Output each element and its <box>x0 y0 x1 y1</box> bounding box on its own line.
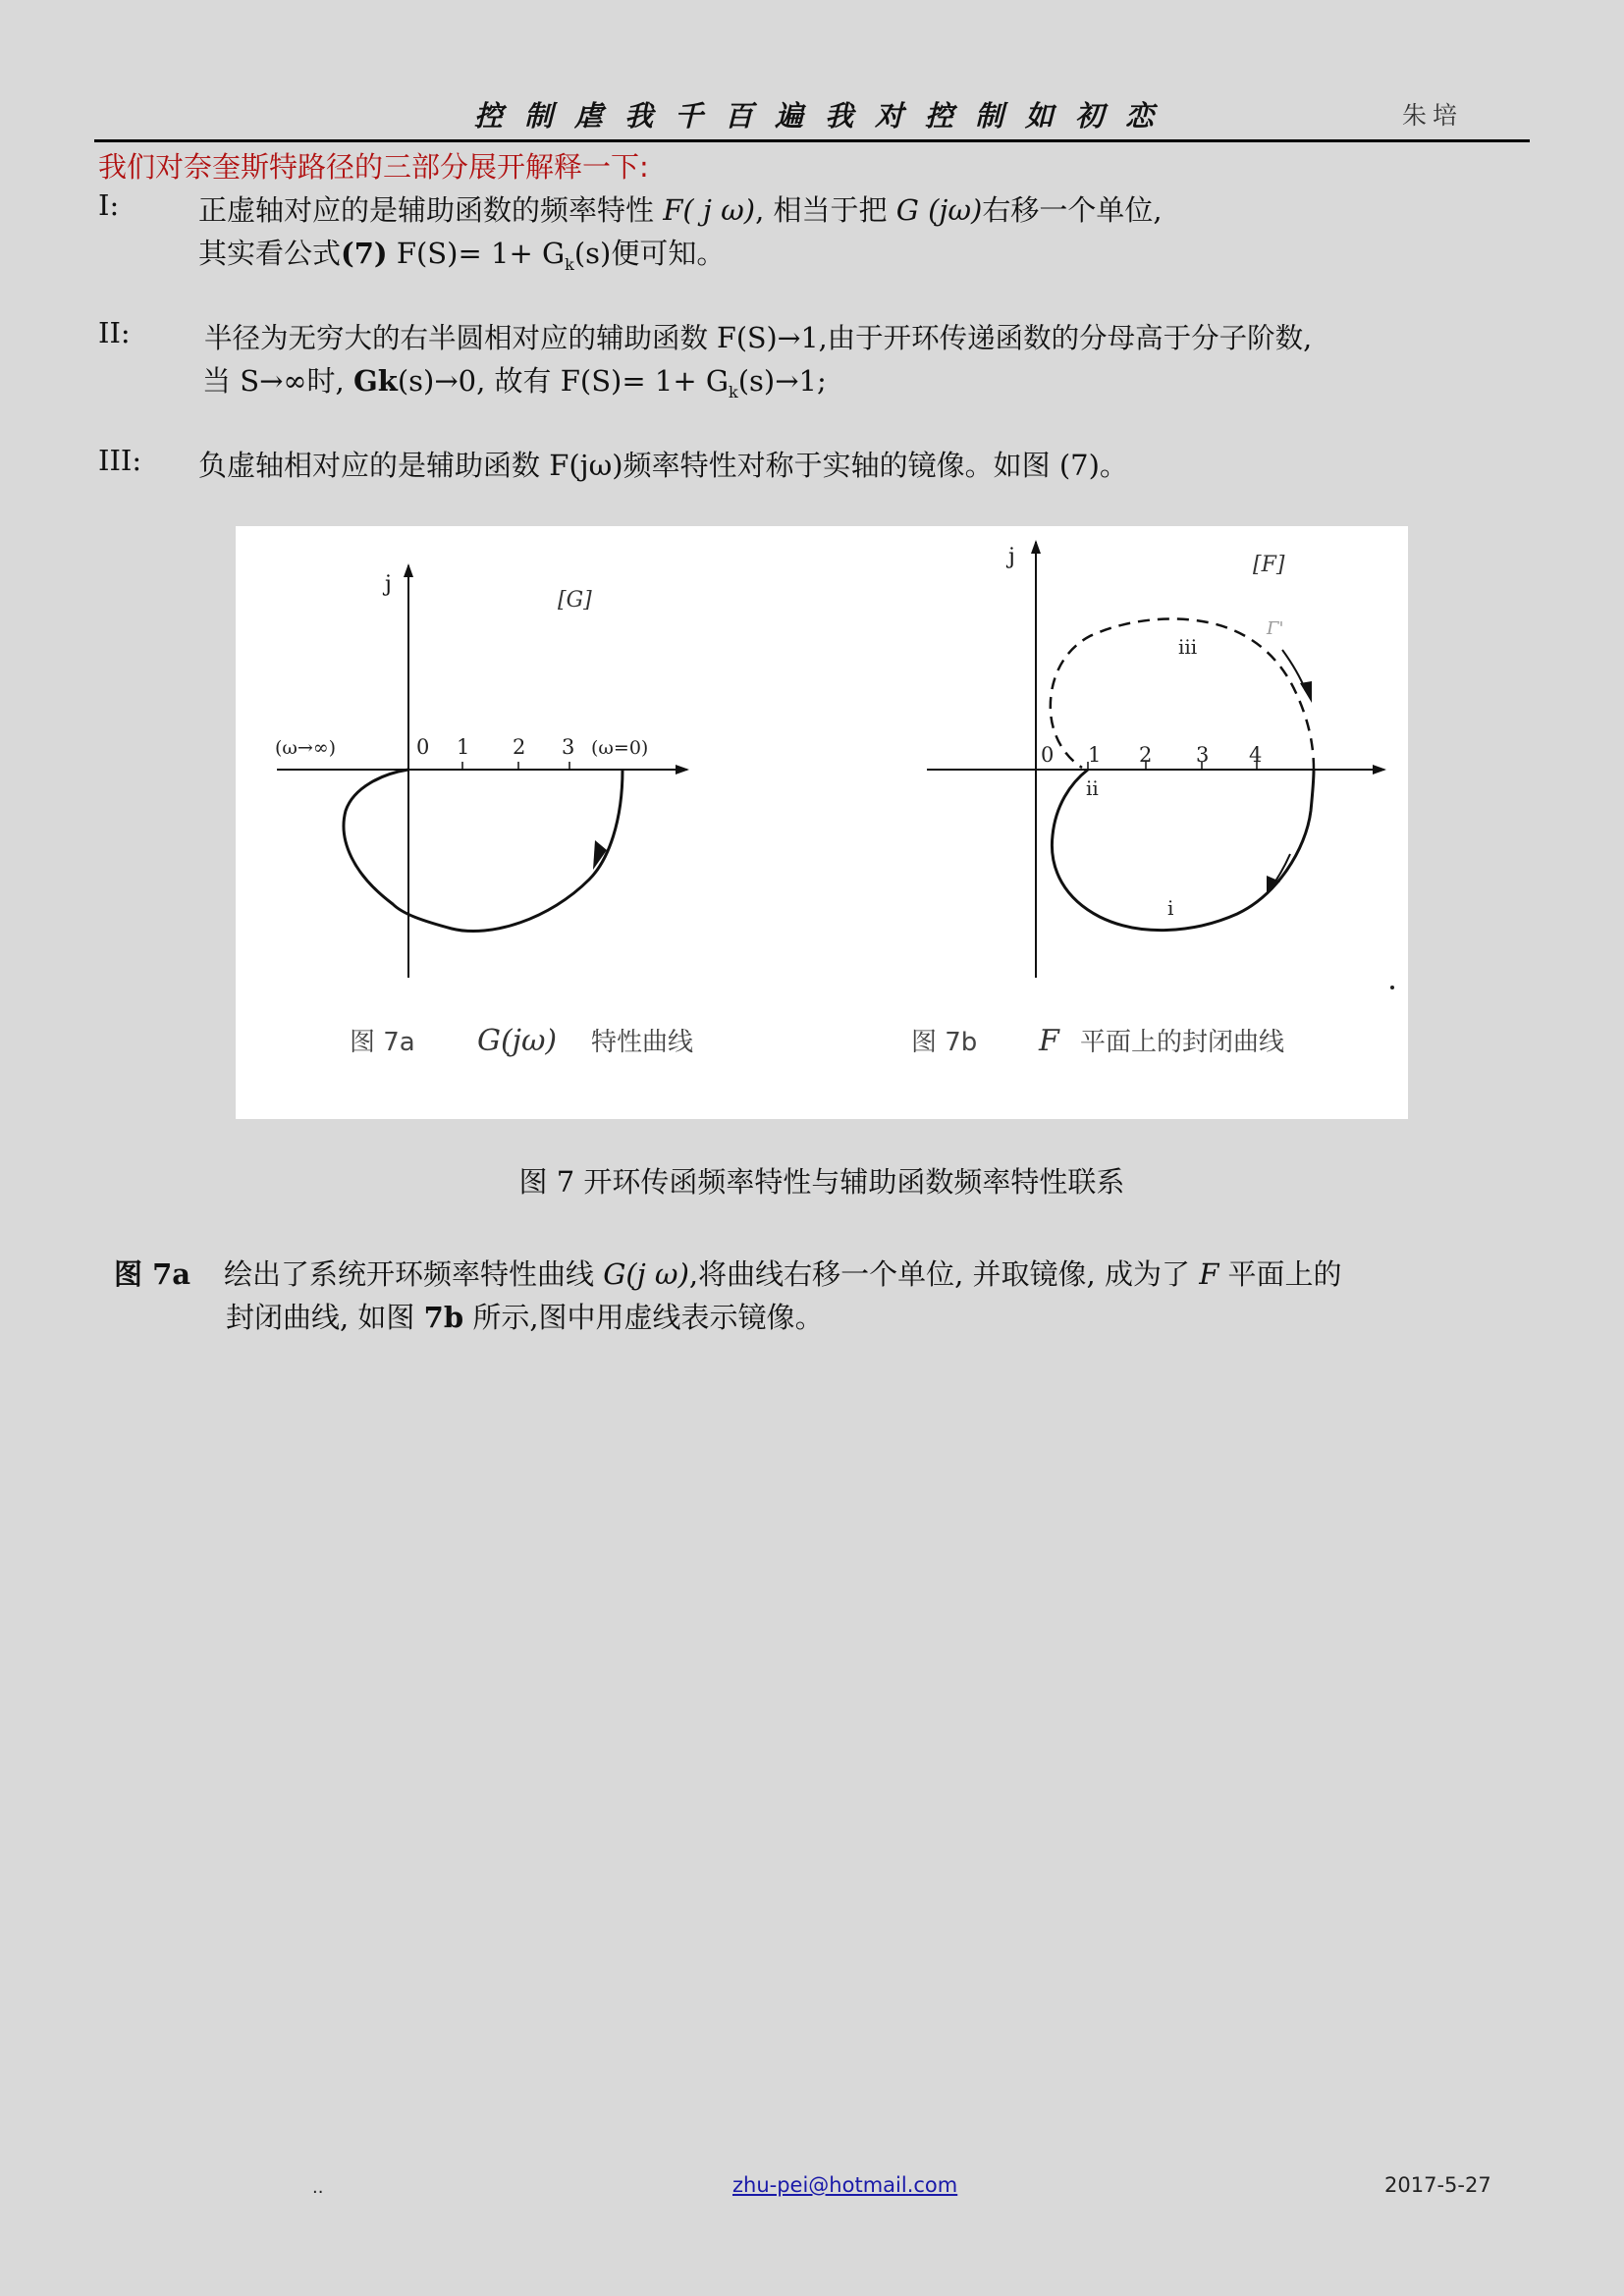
figure-7-drawing <box>236 526 1408 1119</box>
item-2-text-b: (s)→0, 故有 F(S)= 1+ G <box>397 364 730 398</box>
item-2-subscript: k <box>729 382 738 401</box>
footer-left-mark: .. <box>312 2177 324 2198</box>
panel-b-caption-text: 平面上的封闭曲线 <box>1080 1028 1285 1057</box>
item-1-formula-ref: (7) <box>341 237 388 270</box>
panel-b-tick-2: 2 <box>1139 743 1153 767</box>
item-1-text-c: 右移一个单位, <box>982 193 1163 227</box>
panel-b-segment-iii: iii <box>1178 635 1198 659</box>
item-2-line-2 <box>202 359 827 401</box>
panel-b-segment-ii: ii <box>1086 776 1099 800</box>
panel-7a-plot <box>275 565 687 978</box>
description-fig-ref: 7b <box>423 1301 464 1334</box>
panel-a-tick-3: 3 <box>562 735 575 759</box>
panel-b-arrow-upper <box>1300 681 1312 703</box>
item-2-line-1: 半径为无穷大的右半圆相对应的辅助函数 F(S)→1,由于开环传递函数的分母高于分子阶数, <box>204 322 1313 354</box>
item-2-label: II: <box>98 316 131 349</box>
panel-a-caption-math: G(jω) <box>477 1024 558 1058</box>
item-1-text-d: 其实看公式 <box>198 237 342 270</box>
item-1-text-a: 正虚轴对应的是辅助函数的频率特性 <box>198 193 655 227</box>
figure-caption: 图 7 开环传函频率特性与辅助函数频率特性联系 <box>518 1165 1125 1199</box>
panel-a-omega-inf-label: (ω→∞) <box>275 737 337 759</box>
panel-a-tick-1: 1 <box>457 735 470 759</box>
panel-b-j-label: j <box>1008 545 1015 569</box>
item-2-text-c: (s)→1; <box>737 364 827 398</box>
panel-a-caption-text: 特性曲线 <box>591 1028 694 1057</box>
item-1-subscript: k <box>565 254 574 274</box>
item-1-text-b: , 相当于把 <box>755 193 888 227</box>
section-heading: 我们对奈奎斯特路径的三部分展开解释一下: <box>98 150 649 184</box>
description-text-b: ,将曲线右移一个单位, 并取镜像, 成为了 <box>688 1257 1190 1291</box>
panel-b-tick-3: 3 <box>1196 743 1210 767</box>
footer-date: 2017-5-27 <box>1384 2173 1491 2197</box>
item-1-math-g: G (jω) <box>895 193 983 227</box>
item-3-label: III: <box>98 444 142 477</box>
description-text-d: 封闭曲线, 如图 <box>226 1301 415 1334</box>
panel-b-tick-0: 0 <box>1041 743 1055 767</box>
item-2-text-a: 当 S→∞时, <box>202 364 353 398</box>
panel-a-omega-zero-label: (ω=0) <box>591 737 649 759</box>
panel-b-gamma-label: Γ' <box>1267 618 1284 639</box>
item-1-line-2 <box>198 232 725 274</box>
item-3-line-1: 负虚轴相对应的是辅助函数 F(jω)频率特性对称于实轴的镜像。如图 (7)。 <box>198 449 1128 482</box>
item-1-text-f: (s)便可知。 <box>573 237 726 270</box>
description-math-f: F <box>1199 1257 1219 1291</box>
description-math-g: G(j ω) <box>603 1257 689 1291</box>
header-divider <box>94 139 1530 142</box>
figure-7 <box>236 526 1408 1119</box>
panel-b-tick-4: 4 <box>1249 743 1263 767</box>
item-1-math-f: F( j ω) <box>663 193 756 227</box>
item-1-label: I: <box>98 188 120 222</box>
panel-b-caption-math: F <box>1039 1024 1059 1058</box>
description-text-c: 平面上的 <box>1227 1257 1342 1291</box>
panel-b-tick-1: 1 <box>1088 743 1102 767</box>
description-text-e: 所示,图中用虚线表示镜像。 <box>472 1301 824 1334</box>
header-title: 控制虐我千百遍我对控制如初恋 <box>473 99 1175 133</box>
panel-b-caption-num: 图 7b <box>911 1028 978 1057</box>
description-line-2 <box>226 1296 824 1336</box>
header-author: 朱培 <box>1402 101 1464 130</box>
panel-a-caption-num: 图 7a <box>350 1028 415 1057</box>
panel-a-tick-2: 2 <box>513 735 526 759</box>
panel-7b-plot <box>927 542 1394 989</box>
panel-a-plane-label: [G] <box>558 588 592 613</box>
panel-b-plane-label: [F] <box>1253 553 1285 577</box>
item-2-gk: Gk <box>352 364 398 398</box>
panel-a-nyquist-curve <box>344 770 623 932</box>
panel-a-j-label: j <box>385 572 392 597</box>
description-line-1 <box>224 1253 1342 1293</box>
item-1-text-e: F(S)= 1+ G <box>387 237 566 270</box>
footer-email-link[interactable]: zhu-pei@hotmail.com <box>732 2173 958 2197</box>
description-text-a: 绘出了系统开环频率特性曲线 <box>224 1257 595 1291</box>
panel-a-tick-0: 0 <box>416 735 430 759</box>
item-1-line-1 <box>198 188 1163 229</box>
description-label: 图 7a <box>114 1257 191 1291</box>
panel-b-segment-i: i <box>1167 896 1174 920</box>
